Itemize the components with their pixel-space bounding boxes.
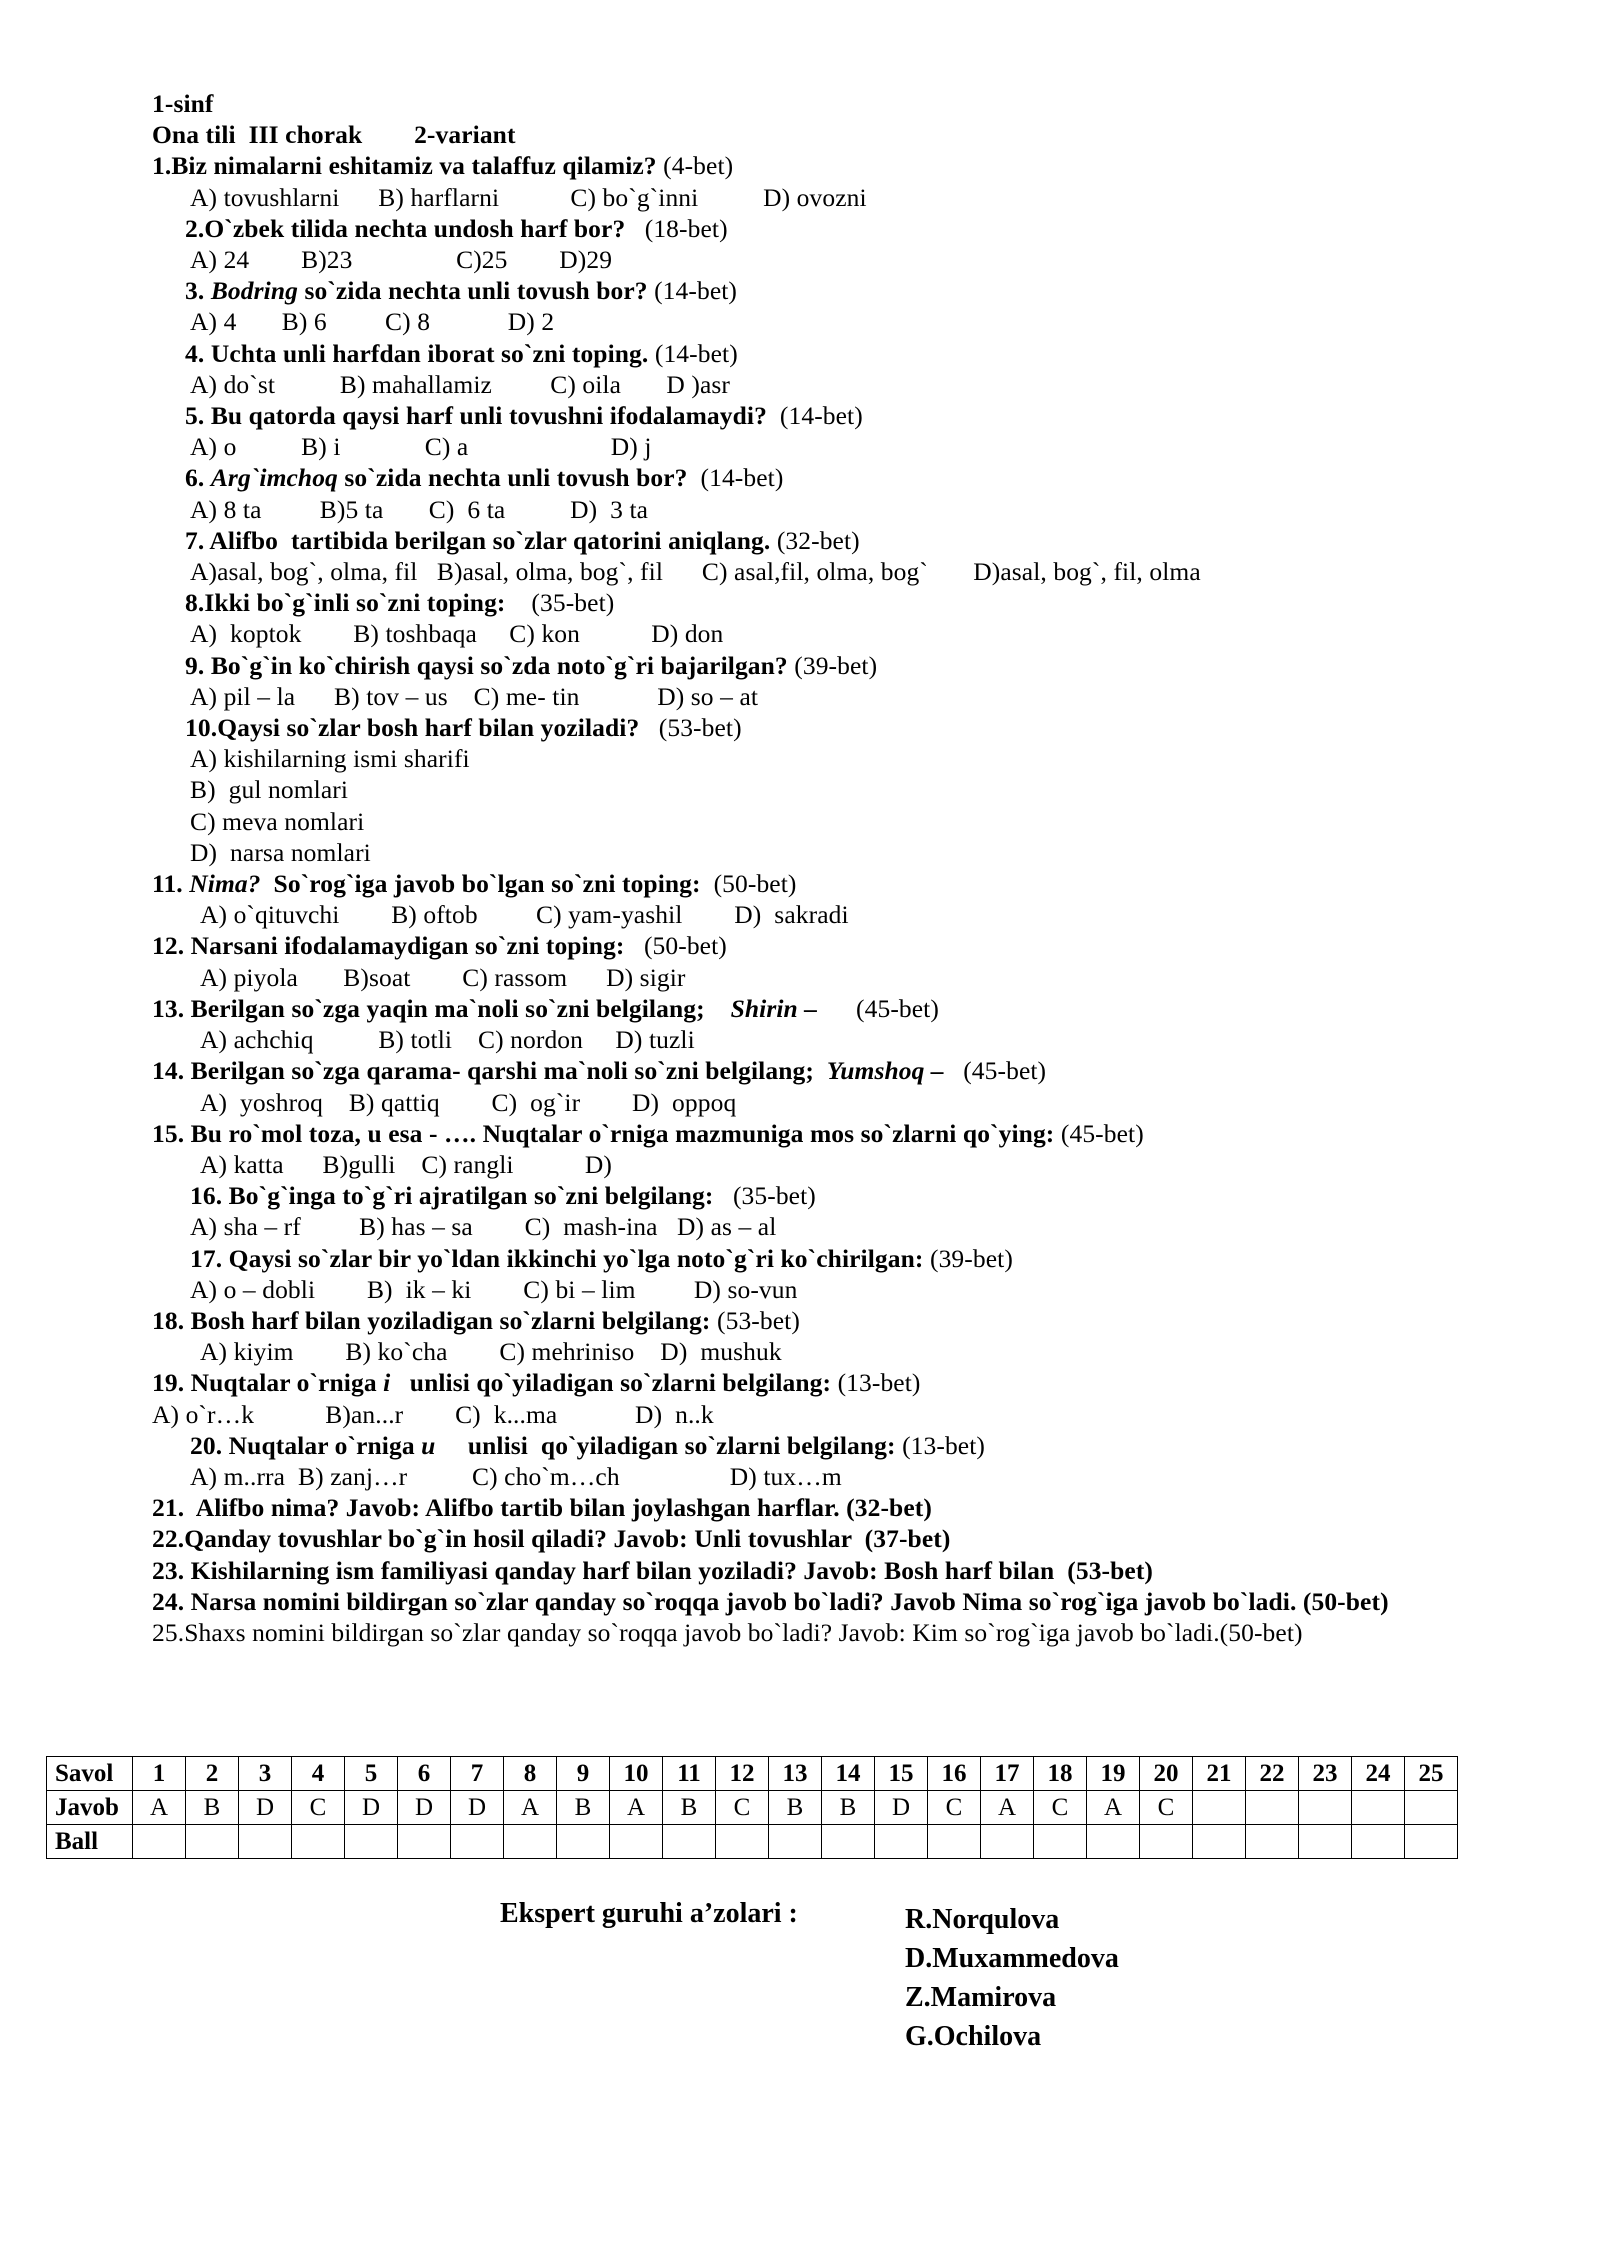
expert-name: Z.Mamirova (905, 1982, 1057, 2013)
question-13-number: 13. (152, 993, 185, 1023)
question-number-cell: 14 (822, 1757, 875, 1791)
score-cell[interactable] (875, 1825, 928, 1859)
score-cell[interactable] (1193, 1825, 1246, 1859)
question-10-option-b: B) gul nomlari (190, 775, 349, 805)
qa-item-22 (152, 1523, 1552, 1554)
question-20-text: Nuqtalar o`rniga (222, 1430, 422, 1460)
score-cell[interactable] (928, 1825, 981, 1859)
question-number-cell: 25 (1405, 1757, 1458, 1791)
answer-cell[interactable]: A (1087, 1791, 1140, 1825)
answer-cell[interactable]: D (345, 1791, 398, 1825)
score-cell[interactable] (398, 1825, 451, 1859)
question-14-ref: (45-bet) (963, 1056, 1047, 1086)
qa-22-number: 22. (152, 1524, 185, 1554)
row-label-ball: Ball (47, 1825, 133, 1859)
question-6-italic-word: Arg`imchoq (210, 463, 338, 493)
answer-cell[interactable]: A (610, 1791, 663, 1825)
question-7-number: 7. (185, 525, 205, 555)
question-17-text: Qaysi so`zlar bir yo`ldan ikkinchi yo`lga noto`g`ri ko`chirilgan: (228, 1243, 924, 1273)
question-7 (152, 525, 1552, 556)
question-20-text2: unlisi qo`yiladigan so`zlarni belgilang: (435, 1430, 896, 1460)
qa-item-24 (152, 1586, 1552, 1617)
question-14-text: Berilgan so`zga qarama- qarshi ma`noli so`zni belgilang; (184, 1056, 814, 1086)
question-6 (152, 462, 1552, 493)
score-cell[interactable] (1352, 1825, 1405, 1859)
answer-cell[interactable] (1299, 1791, 1352, 1825)
question-16 (152, 1180, 1552, 1211)
question-4-text: Uchta unli harfdan iborat so`zni toping. (210, 338, 649, 368)
answer-cell[interactable]: A (133, 1791, 186, 1825)
expert-name: D.Muxammedova (905, 1943, 1119, 1974)
question-number-cell: 20 (1140, 1757, 1193, 1791)
answer-cell[interactable]: A (981, 1791, 1034, 1825)
answer-cell[interactable] (1246, 1791, 1299, 1825)
qa-23-number: 23. (152, 1555, 185, 1585)
question-7-text: Alifbo tartibida berilgan so`zlar qatorini aniqlang. (209, 525, 771, 555)
question-11-options: A) o`qituvchi B) oftob C) yam-yashil D) sakradi (200, 900, 849, 930)
score-cell[interactable] (610, 1825, 663, 1859)
row-label-savol: Savol (47, 1757, 133, 1791)
answer-cell[interactable]: B (769, 1791, 822, 1825)
question-3-text: so`zida nechta unli tovush bor? (297, 276, 648, 306)
question-number-cell: 8 (504, 1757, 557, 1791)
grade-heading: 1-sinf (152, 89, 214, 118)
question-20-number: 20. (190, 1430, 223, 1460)
question-11 (152, 868, 1552, 899)
question-1-text: Biz nimalarni eshitamiz va talaffuz qilamiz? (171, 151, 657, 181)
question-number-cell: 22 (1246, 1757, 1299, 1791)
question-10-text: Qaysi so`zlar bosh harf bilan yoziladi? (217, 713, 640, 743)
question-18-text: Bosh harf bilan yoziladigan so`zlarni belgilang: (190, 1305, 711, 1335)
subject-heading: Ona tili III chorak 2-variant (152, 120, 516, 150)
question-16-ref: (35-bet) (732, 1181, 816, 1211)
question-11-number: 11. (152, 869, 183, 899)
qa-25-number: 25. (152, 1617, 185, 1647)
expert-name: R.Norqulova (905, 1904, 1060, 1935)
qa-item-21 (152, 1492, 1552, 1523)
question-15-options: A) katta B)gulli C) rangli D) (200, 1149, 612, 1179)
question-10-ref: (53-bet) (658, 713, 742, 743)
expert-name: G.Ochilova (905, 2021, 1042, 2052)
qa-22-text: Qanday tovushlar bo`g`in hosil qiladi? Javob: Unli tovushlar (37-bet) (184, 1524, 951, 1554)
question-5-options: A) o B) i C) a D) j (190, 432, 652, 462)
qa-item-25 (152, 1617, 1552, 1648)
question-number-cell: 9 (557, 1757, 610, 1791)
answer-cell[interactable]: C (1140, 1791, 1193, 1825)
score-cell[interactable] (186, 1825, 239, 1859)
question-14 (152, 1055, 1552, 1086)
question-16-number: 16. (190, 1181, 223, 1211)
question-17-number: 17. (190, 1243, 223, 1273)
question-1-ref: (4-bet) (663, 151, 734, 181)
question-3 (152, 275, 1552, 306)
question-6-number: 6. (185, 463, 205, 493)
question-number-cell: 19 (1087, 1757, 1140, 1791)
question-20-italic-letter: u (421, 1430, 436, 1460)
score-cell[interactable] (504, 1825, 557, 1859)
question-number-cell: 2 (186, 1757, 239, 1791)
question-6-text: so`zida nechta unli tovush bor? (337, 463, 688, 493)
answer-cell[interactable]: B (822, 1791, 875, 1825)
question-14-options: A) yoshroq B) qattiq C) og`ir D) oppoq (200, 1087, 737, 1117)
question-number-cell: 23 (1299, 1757, 1352, 1791)
score-cell[interactable] (1299, 1825, 1352, 1859)
score-cell[interactable] (1246, 1825, 1299, 1859)
question-18-options: A) kiyim B) ko`cha C) mehriniso D) mushuk (200, 1337, 782, 1367)
question-3-options: A) 4 B) 6 C) 8 D) 2 (190, 307, 555, 337)
question-18-number: 18. (152, 1305, 185, 1335)
question-4 (152, 338, 1552, 369)
question-12-text: Narsani ifodalamaydigan so`zni toping: (190, 931, 625, 961)
question-number-cell: 5 (345, 1757, 398, 1791)
question-12-number: 12. (152, 931, 185, 961)
expert-names-list (905, 1900, 1119, 2056)
question-16-text: Bo`g`inga to`g`ri ajratilgan so`zni belgilang: (228, 1181, 714, 1211)
question-11-ref: (50-bet) (713, 869, 797, 899)
score-cell[interactable] (769, 1825, 822, 1859)
question-13-options: A) achchiq B) totli C) nordon D) tuzli (200, 1025, 695, 1055)
question-12 (152, 930, 1552, 961)
answer-cell[interactable]: B (186, 1791, 239, 1825)
answer-cell[interactable]: D (398, 1791, 451, 1825)
question-8-text: Ikki bo`g`inli so`zni toping: (204, 588, 506, 618)
row-label-javob: Javob (47, 1791, 133, 1825)
question-number-cell: 21 (1193, 1757, 1246, 1791)
question-5-number: 5. (185, 401, 205, 431)
question-number-cell: 1 (133, 1757, 186, 1791)
question-number-cell: 3 (239, 1757, 292, 1791)
score-cell[interactable] (292, 1825, 345, 1859)
question-3-ref: (14-bet) (654, 276, 738, 306)
question-number-cell: 18 (1034, 1757, 1087, 1791)
question-18 (152, 1305, 1552, 1336)
answer-key-table (46, 1756, 1458, 1859)
qa-24-number: 24. (152, 1586, 185, 1616)
question-number-cell: 13 (769, 1757, 822, 1791)
question-12-options: A) piyola B)soat C) rassom D) sigir (200, 962, 686, 992)
question-number-cell: 11 (663, 1757, 716, 1791)
answer-key-table-wrapper (46, 1756, 1458, 1859)
answer-cell[interactable]: C (1034, 1791, 1087, 1825)
question-19-text: Nuqtalar o`rniga (190, 1368, 384, 1398)
question-19 (152, 1367, 1552, 1398)
score-cell[interactable] (557, 1825, 610, 1859)
answer-cell[interactable]: B (663, 1791, 716, 1825)
question-2-ref: (18-bet) (644, 213, 728, 243)
question-2-options: A) 24 B)23 C)25 D)29 (190, 245, 613, 275)
question-20-options: A) m..rra B) zanj…r C) cho`m…ch D) tux…m (190, 1461, 842, 1491)
question-number-cell: 12 (716, 1757, 769, 1791)
answer-cell[interactable]: C (716, 1791, 769, 1825)
question-2-number: 2. (185, 213, 205, 243)
expert-group-label: Ekspert guruhi a’zolari : (500, 1898, 798, 1929)
question-17-options: A) o – dobli B) ik – ki C) bi – lim D) so-vun (190, 1274, 798, 1304)
qa-21-text: Alifbo nima? Javob: Alifbo tartib bilan joylashgan harflar. (32-bet) (184, 1493, 932, 1523)
question-14-number: 14. (152, 1056, 185, 1086)
qa-23-text: Kishilarning ism familiyasi qanday harf bilan yoziladi? Javob: Bosh harf bilan (53-bet) (184, 1555, 1154, 1585)
question-1-options: A) tovushlarni B) harflarni C) bo`g`inni D) ovozni (190, 182, 867, 212)
question-number-cell: 10 (610, 1757, 663, 1791)
score-cell[interactable] (451, 1825, 504, 1859)
question-1-number: 1. (152, 151, 172, 181)
question-2-text: O`zbek tilida nechta undosh harf bor? (204, 213, 626, 243)
qa-item-23 (152, 1555, 1552, 1586)
question-19-text2: unlisi qo`yiladigan so`zlarni belgilang: (390, 1368, 832, 1398)
question-10-option-d: D) narsa nomlari (190, 837, 371, 867)
answer-cell[interactable]: C (928, 1791, 981, 1825)
table-row-answers (47, 1791, 1458, 1825)
question-9-text: Bo`g`in ko`chirish qaysi so`zda noto`g`ri bajarilgan? (210, 650, 788, 680)
question-7-ref: (32-bet) (776, 525, 860, 555)
answer-cell[interactable]: A (504, 1791, 557, 1825)
answer-cell[interactable]: B (557, 1791, 610, 1825)
question-18-ref: (53-bet) (717, 1305, 800, 1335)
question-6-ref: (14-bet) (700, 463, 784, 493)
qa-24-text: Narsa nomini bildirgan so`zlar qanday so`roqqa javob bo`ladi? Javob Nima so`rog`iga javob bo`ladi. (50-bet) (184, 1586, 1389, 1616)
question-number-cell: 24 (1352, 1757, 1405, 1791)
answer-cell[interactable]: D (451, 1791, 504, 1825)
question-8-number: 8. (185, 588, 205, 618)
question-4-options: A) do`st B) mahallamiz C) oila D )asr (190, 369, 730, 399)
question-8-ref: (35-bet) (531, 588, 615, 618)
question-3-italic-word: Bodring (210, 276, 298, 306)
question-number-cell: 6 (398, 1757, 451, 1791)
question-number-cell: 7 (451, 1757, 504, 1791)
score-cell[interactable] (345, 1825, 398, 1859)
question-12-ref: (50-bet) (643, 931, 727, 961)
question-13-italic-tail: Shirin – (730, 993, 818, 1023)
question-8-options: A) koptok B) toshbaqa C) kon D) don (190, 619, 724, 649)
qa-21-number: 21. (152, 1493, 185, 1523)
score-cell[interactable] (663, 1825, 716, 1859)
question-20 (152, 1430, 1552, 1461)
table-row-scores (47, 1825, 1458, 1859)
question-9-ref: (39-bet) (794, 650, 878, 680)
question-10-option-a: A) kishilarning ismi sharifi (190, 744, 470, 774)
answer-cell[interactable] (1352, 1791, 1405, 1825)
question-10-number: 10. (185, 713, 218, 743)
question-15-text: Bu ro`mol toza, u esa - …. Nuqtalar o`rniga mazmuniga mos so`zlarni qo`ying: (190, 1118, 1055, 1148)
question-13-text: Berilgan so`zga yaqin ma`noli so`zni belgilang; (190, 993, 705, 1023)
question-19-options: A) o`r…k B)an...r C) k...ma D) n..k (152, 1399, 714, 1429)
score-cell[interactable] (1087, 1825, 1140, 1859)
question-14-italic-tail: Yumshoq – (826, 1056, 944, 1086)
question-number-cell: 4 (292, 1757, 345, 1791)
score-cell[interactable] (822, 1825, 875, 1859)
question-number-cell: 16 (928, 1757, 981, 1791)
question-1 (152, 150, 1552, 181)
question-13 (152, 993, 1552, 1024)
question-16-options: A) sha – rf B) has – sa C) mash-ina D) as – al (190, 1212, 777, 1242)
question-17-ref: (39-bet) (929, 1243, 1013, 1273)
question-19-number: 19. (152, 1368, 185, 1398)
qa-25-text: Shaxs nomini bildirgan so`zlar qanday so`roqqa javob bo`ladi? Javob: Kim so`rog`iga javob bo`ladi.(50-bet) (184, 1617, 1303, 1647)
answer-cell[interactable]: D (875, 1791, 928, 1825)
question-9-options: A) pil – la B) tov – us C) me- tin D) so – at (190, 681, 759, 711)
question-number-cell: 17 (981, 1757, 1034, 1791)
question-4-ref: (14-bet) (654, 338, 738, 368)
question-10-option-c: C) meva nomlari (190, 806, 365, 836)
answer-cell[interactable]: C (292, 1791, 345, 1825)
question-6-options: A) 8 ta B)5 ta C) 6 ta D) 3 ta (190, 494, 649, 524)
question-2 (152, 213, 1552, 244)
answer-cell[interactable] (1193, 1791, 1246, 1825)
score-cell[interactable] (1405, 1825, 1458, 1859)
question-9 (152, 650, 1552, 681)
question-11-italic-word: Nima? (189, 869, 261, 899)
question-7-options: A)asal, bog`, olma, fil B)asal, olma, bog`, fil C) asal,fil, olma, bog` D)asal, bog`, fil, olma (190, 557, 1201, 587)
score-cell[interactable] (716, 1825, 769, 1859)
score-cell[interactable] (133, 1825, 186, 1859)
score-cell[interactable] (1140, 1825, 1193, 1859)
question-15-ref: (45-bet) (1060, 1118, 1144, 1148)
question-5-ref: (14-bet) (779, 401, 863, 431)
question-5-text: Bu qatorda qaysi harf unli tovushni ifodalamaydi? (210, 401, 767, 431)
question-5 (152, 400, 1552, 431)
question-9-number: 9. (185, 650, 205, 680)
question-15 (152, 1118, 1552, 1149)
question-20-ref: (13-bet) (902, 1430, 986, 1460)
document-body (152, 88, 1552, 1648)
answer-cell[interactable]: D (239, 1791, 292, 1825)
question-11-text: So`rog`iga javob bo`lgan so`zni toping: (260, 869, 701, 899)
question-4-number: 4. (185, 338, 205, 368)
score-cell[interactable] (239, 1825, 292, 1859)
question-13-ref: (45-bet) (856, 993, 939, 1023)
question-3-number: 3. (185, 276, 205, 306)
question-15-number: 15. (152, 1118, 185, 1148)
question-19-italic-letter: i (383, 1368, 391, 1398)
question-17 (152, 1243, 1552, 1274)
score-cell[interactable] (1034, 1825, 1087, 1859)
score-cell[interactable] (981, 1825, 1034, 1859)
question-10 (152, 712, 1552, 743)
question-19-ref: (13-bet) (837, 1368, 921, 1398)
table-row-question-numbers (47, 1757, 1458, 1791)
answer-cell[interactable] (1405, 1791, 1458, 1825)
question-8 (152, 587, 1552, 618)
question-number-cell: 15 (875, 1757, 928, 1791)
